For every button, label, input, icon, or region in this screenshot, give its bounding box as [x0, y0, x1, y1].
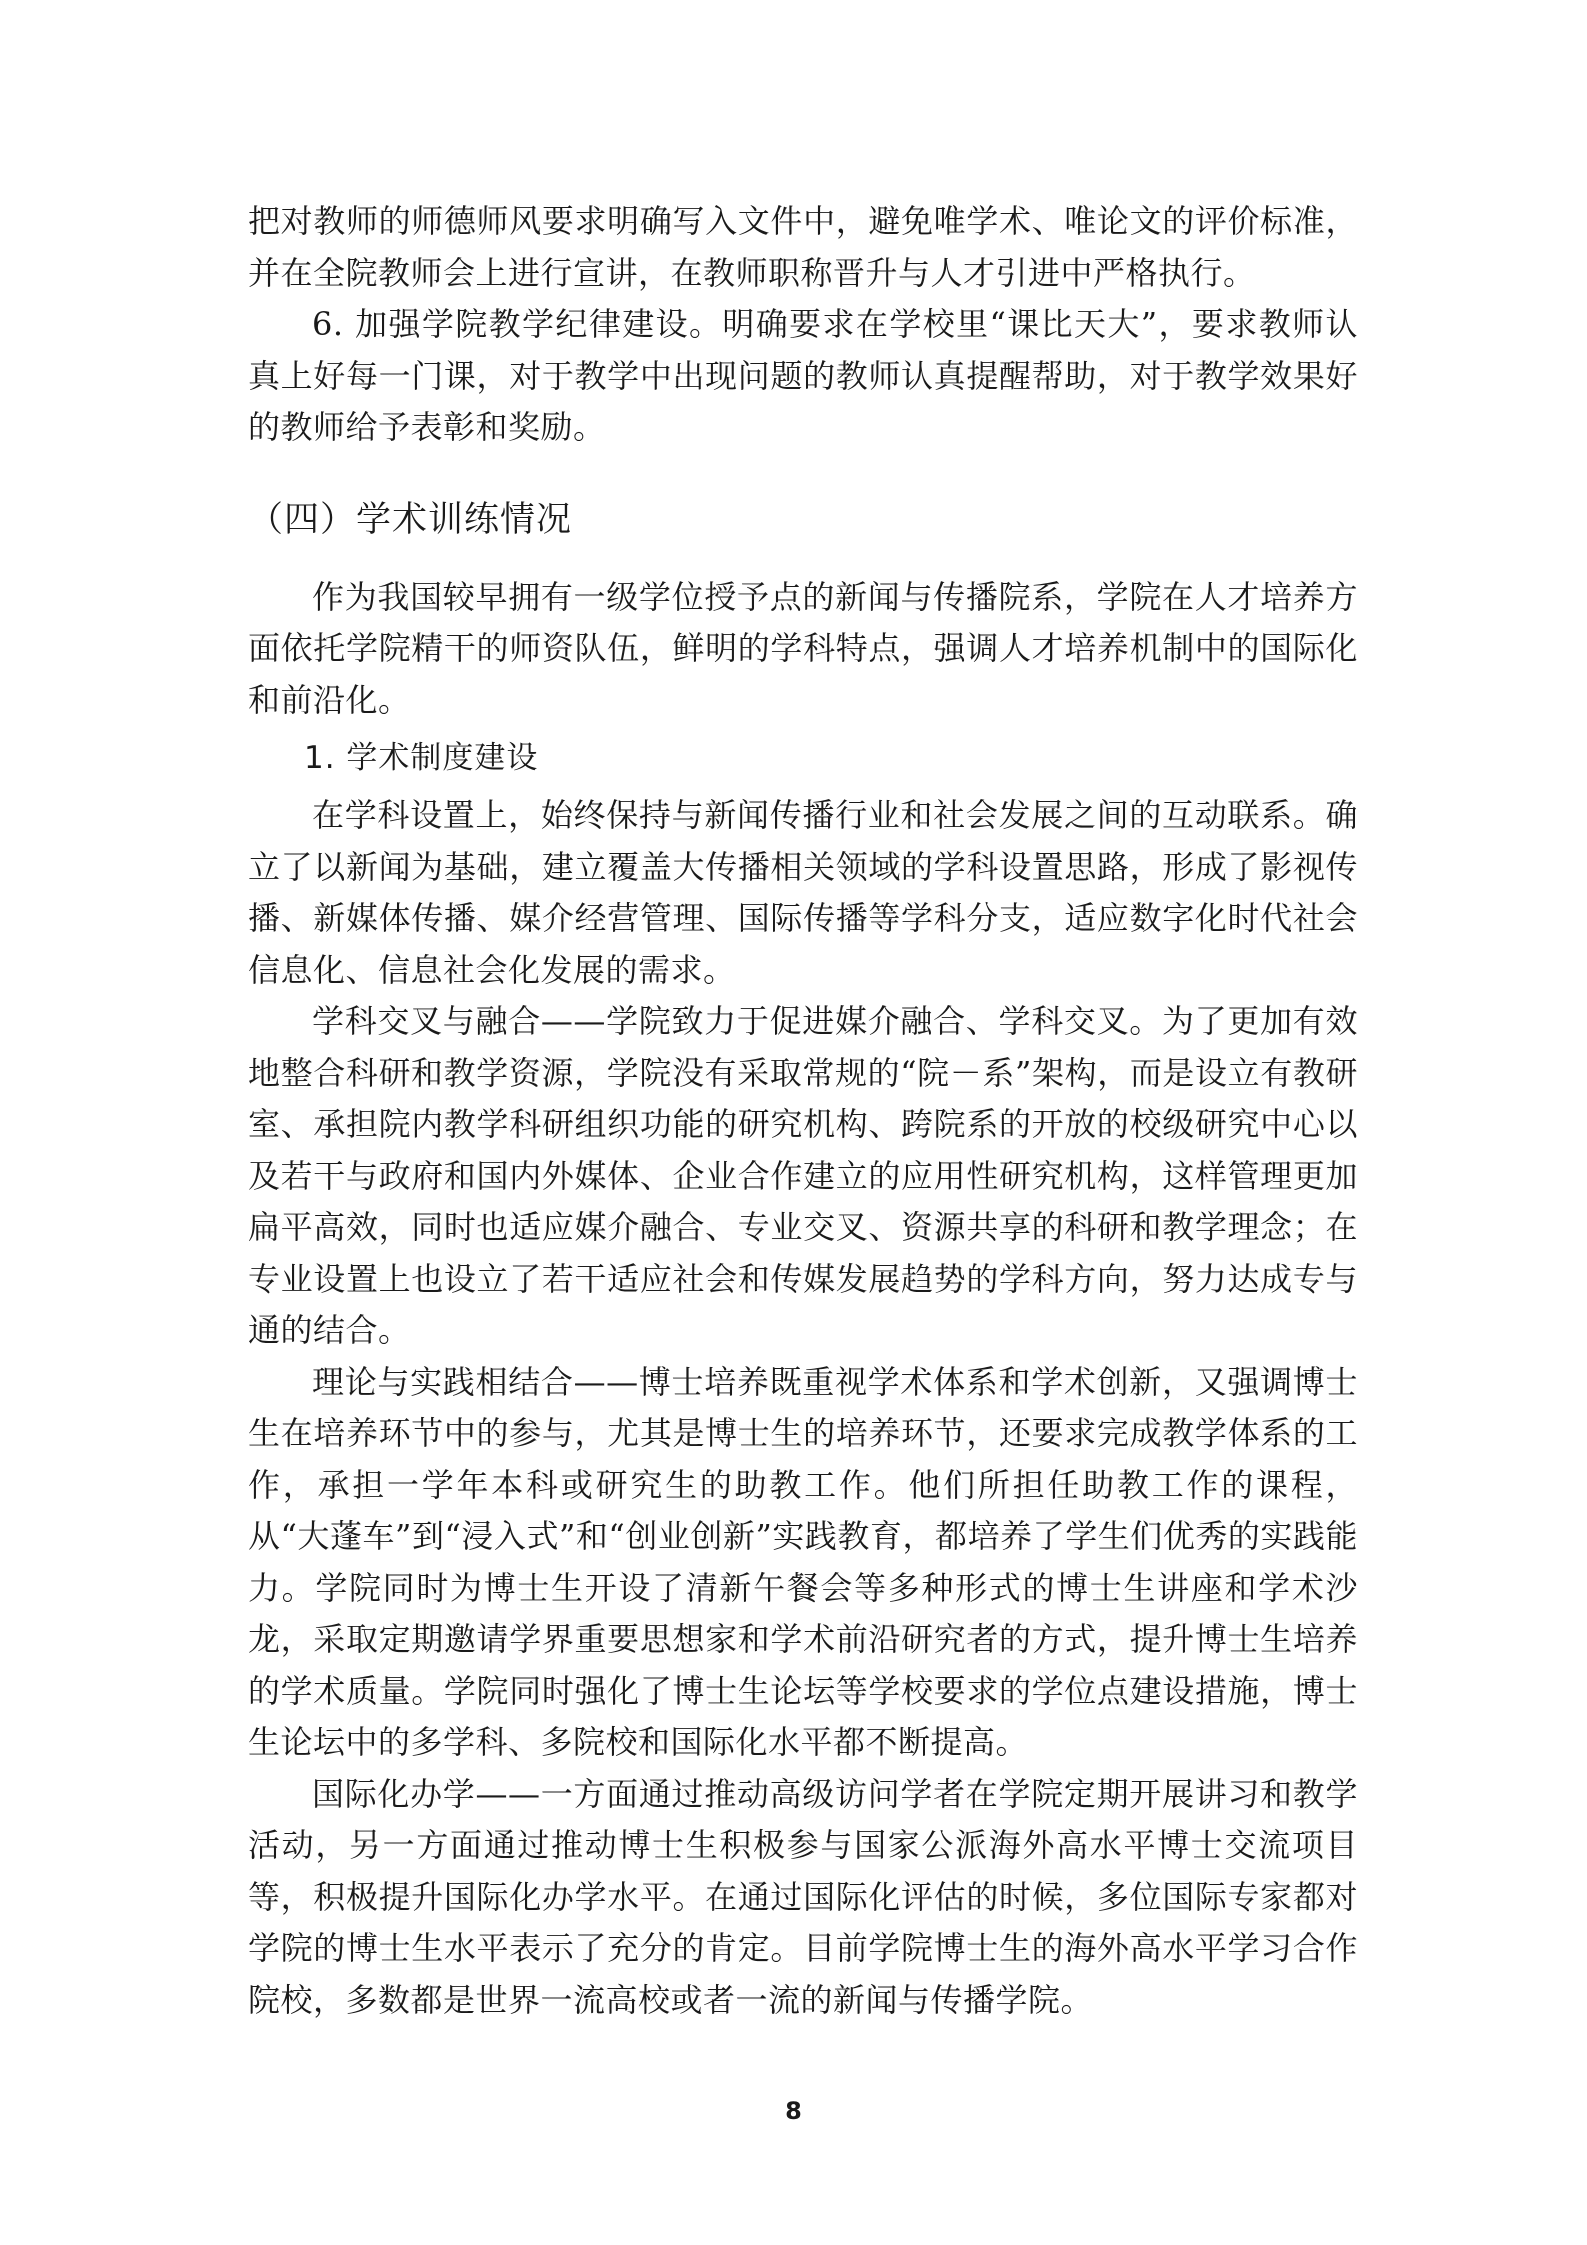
paragraph-interdisciplinary: 学科交叉与融合——学院致力于促进媒介融合、学科交叉。为了更加有效地整合科研和教学资源，学院没有采取常规的“院－系”架构，而是设立有教研室、承担院内教学科研组织功能的研究机构、跨院系的开放的校级研究中心以及若干与政府和国内外媒体、企业合作建立的应用性研究机构，这样管理更加扁平高效，同时也适应媒介融合、专业交叉、资源共享的科研和教学理念；在专业设置上也设立了若干适应社会和传媒发展趋势的学科方向，努力达成专与通的结合。 — [248, 1002, 1358, 1349]
paragraph-item-6: 6. 加强学院教学纪律建设。明确要求在学校里“课比天大”，要求教师认真上好每一门课，对于教学中出现问题的教师认真提醒帮助，对于教学效果好的教师给予表彰和奖励。 — [248, 305, 1358, 446]
paragraph-continued: 把对教师的师德师风要求明确写入文件中，避免唯学术、唯论文的评价标准，并在全院教师会上进行宣讲，在教师职称晋升与人才引进中严格执行。 — [248, 202, 1358, 292]
page-number: 8 — [785, 2097, 802, 2125]
paragraph-internationalization: 国际化办学——一方面通过推动高级访问学者在学院定期开展讲习和教学活动，另一方面通过推动博士生积极参与国家公派海外高水平博士交流项目等，积极提升国际化办学水平。在通过国际化评估的时候，多位国际专家都对学院的博士生水平表示了充分的肯定。目前学院博士生的海外高水平学习合作院校，多数都是世界一流高校或者一流的新闻与传播学院。 — [248, 1774, 1358, 2019]
section-heading: （四）学术训练情况 — [248, 499, 573, 540]
section-intro: 作为我国较早拥有一级学位授予点的新闻与传播院系，学院在人才培养方面依托学院精干的师资队伍，鲜明的学科特点，强调人才培养机制中的国际化和前沿化。 — [248, 577, 1358, 719]
paragraph-discipline-setting: 在学科设置上，始终保持与新闻传播行业和社会发展之间的互动联系。确立了以新闻为基础，建立覆盖大传播相关领域的学科设置思路，形成了影视传播、新媒体传播、媒介经营管理、国际传播等学科分支，适应数字化时代社会信息化、信息社会化发展的需求。 — [248, 796, 1358, 989]
subheading: 1. 学术制度建设 — [304, 740, 539, 776]
paragraph-theory-practice: 理论与实践相结合——博士培养既重视学术体系和学术创新，又强调博士生在培养环节中的参与，尤其是博士生的培养环节，还要求完成教学体系的工作，承担一学年本科或研究生的助教工作。他们所担任助教工作的课程，从“大蓬车”到“浸入式”和“创业创新”实践教育，都培养了学生们优秀的实践能力。学院同时为博士生开设了清新午餐会等多种形式的博士生讲座和学术沙龙，采取定期邀请学界重要思想家和学术前沿研究者的方式，提升博士生培养的学术质量。学院同时强化了博士生论坛等学校要求的学位点建设措施，博士生论坛中的多学科、多院校和国际化水平都不断提高。 — [248, 1362, 1358, 1761]
document-page — [248, 196, 1358, 2026]
